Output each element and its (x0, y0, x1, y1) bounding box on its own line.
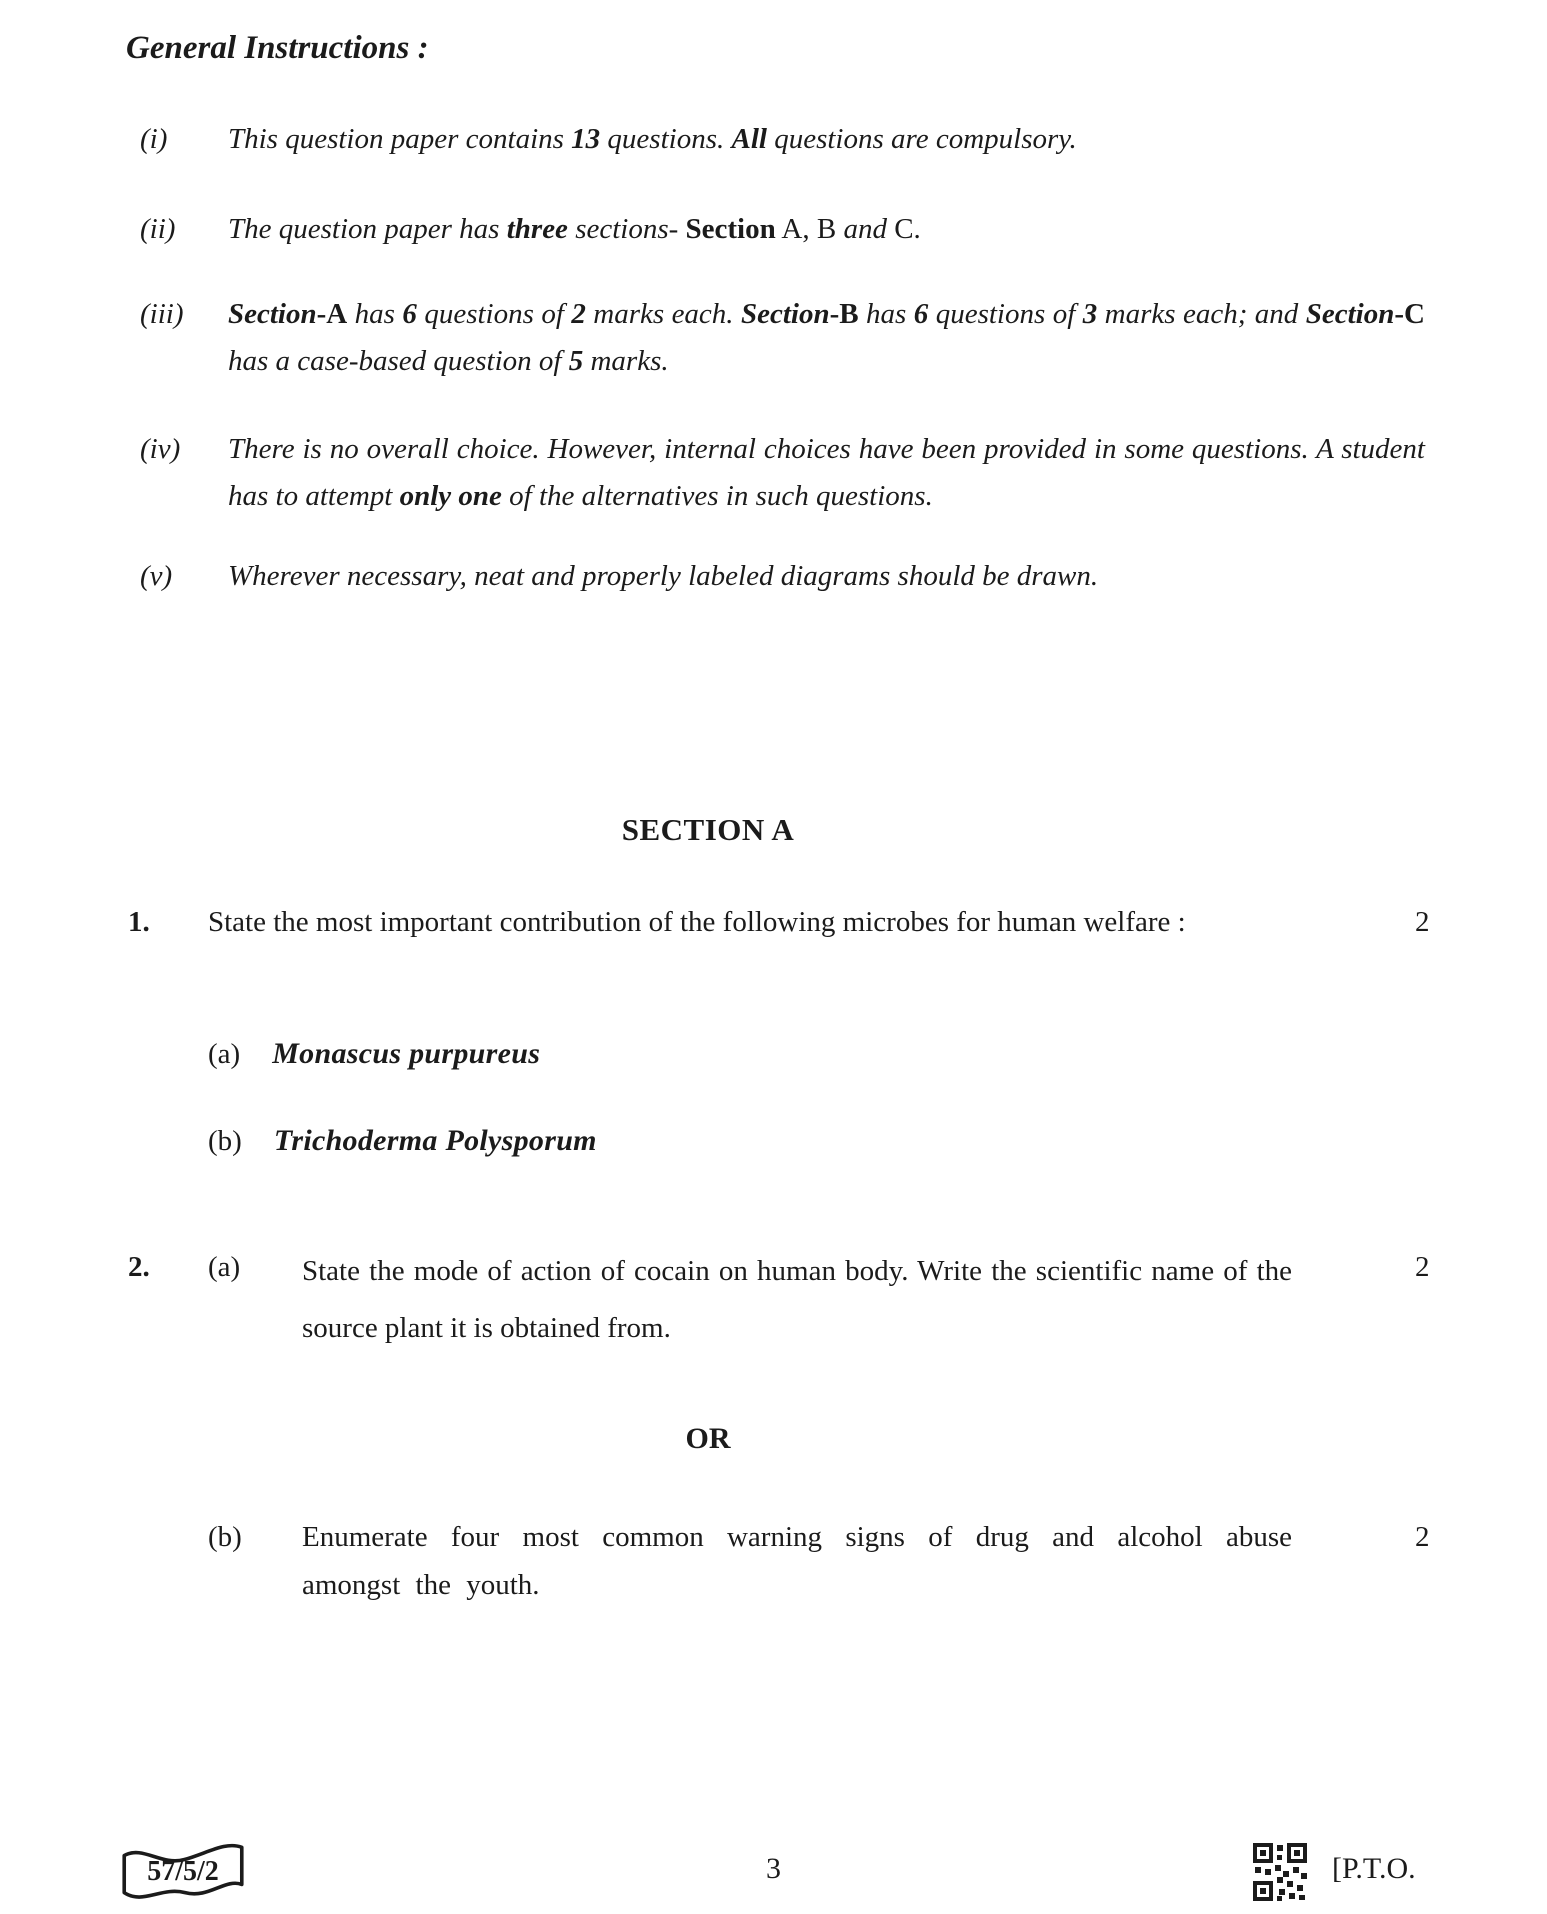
part-label: (a) (208, 1251, 241, 1283)
question-text: Enumerate four most common warning signs of drug and alcohol abuse amongst the youth. (302, 1521, 1292, 1601)
marks-value: 2 (1415, 1521, 1430, 1553)
microbe-name: Monascus purpureus (272, 1037, 541, 1070)
instruction-item-i (140, 116, 1425, 163)
instruction-number: (iii) (140, 298, 184, 330)
marks-value: 2 (1415, 906, 1430, 938)
part-label: (b) (208, 1125, 242, 1157)
part-label: (a) (208, 1038, 241, 1070)
microbe-name: Trichoderma Polysporum (273, 1124, 597, 1157)
question-2-part-b (128, 1513, 1508, 1609)
paper-code: 57/5/2 (147, 1856, 219, 1887)
instruction-text: The question paper has three sections- Section A, B and C. (228, 213, 921, 245)
part-label: (b) (208, 1521, 242, 1553)
question-1-part-b (208, 1117, 597, 1165)
instruction-number: (v) (140, 560, 173, 592)
question-number: 1. (128, 906, 150, 938)
instruction-item-iv (140, 426, 1425, 520)
instruction-number: (i) (140, 123, 168, 155)
question-2-part-a (128, 1243, 1508, 1357)
question-text: State the most important contribution of the following microbes for human welfare : (208, 906, 1186, 938)
instruction-text: Wherever necessary, neat and properly labeled diagrams should be drawn. (228, 560, 1099, 592)
section-a-heading: SECTION A (621, 812, 795, 847)
page-number: 3 (766, 1852, 781, 1885)
question-1 (128, 898, 1508, 946)
pto-label: [P.T.O. (1332, 1852, 1416, 1885)
question-text: State the mode of action of cocain on human body. Write the scientific name of the source plant it is obtained from. (302, 1255, 1292, 1344)
instruction-text: There is no overall choice. However, internal choices have been provided in some questions. A student has to attempt only one of the alternatives in such questions. (228, 433, 1425, 512)
instruction-text: This question paper contains 13 questions. All questions are compulsory. (228, 123, 1077, 155)
question-number: 2. (128, 1251, 150, 1283)
instruction-number: (ii) (140, 213, 176, 245)
instruction-number: (iv) (140, 433, 181, 465)
marks-value: 2 (1415, 1251, 1430, 1283)
qr-code-icon (1253, 1843, 1307, 1901)
question-1-part-a (208, 1030, 540, 1078)
instruction-item-ii (140, 206, 1425, 253)
instruction-item-v (140, 553, 1425, 600)
instruction-item-iii (140, 291, 1425, 385)
instruction-text: Section-A has 6 questions of 2 marks each. Section-B has 6 questions of 3 marks each; and Section-C has a case-based question of 5 marks. (228, 298, 1425, 377)
general-instructions-heading: General Instructions : (126, 30, 429, 66)
or-separator: OR (685, 1422, 731, 1455)
